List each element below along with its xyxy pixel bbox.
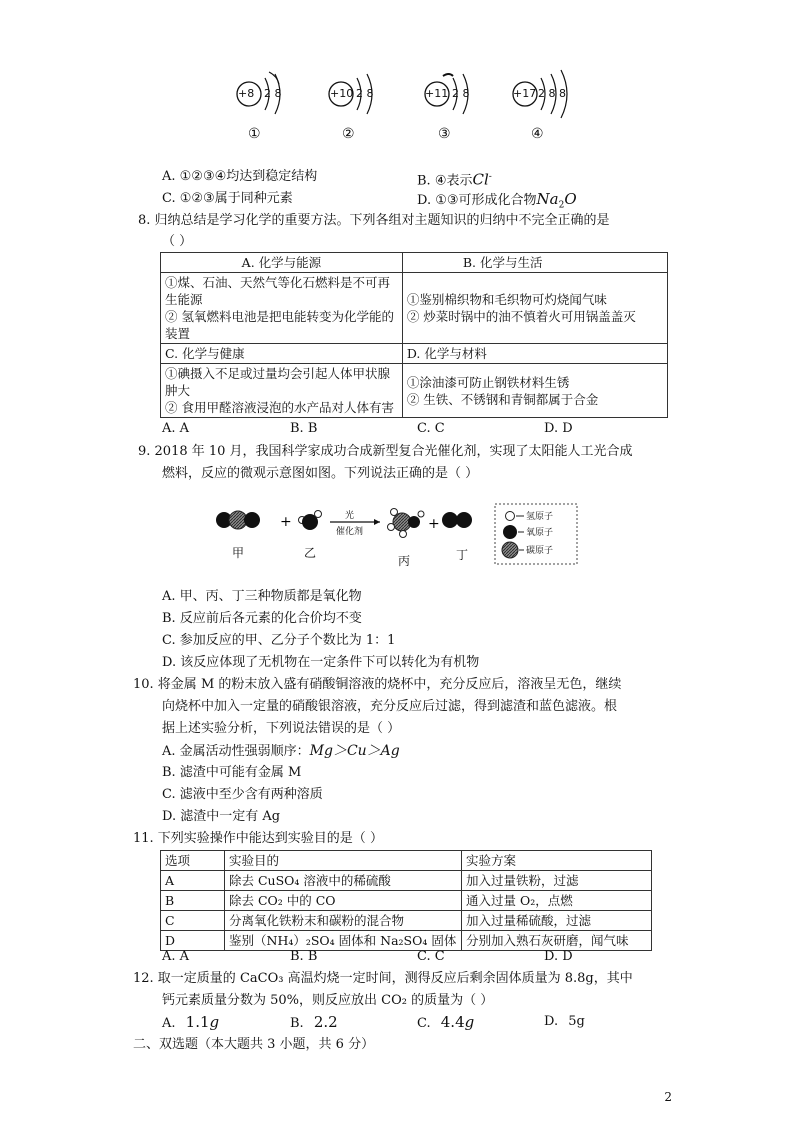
q11-option-c: C. C	[417, 949, 445, 964]
legend-o-label: 氧原子	[526, 528, 554, 538]
q10-stem-2: 向烧杯中加入一定量的硝酸银溶液，充分反应后过滤，得到滤渣和蓝色滤液。根	[162, 699, 618, 714]
q11-option-a: A. A	[162, 949, 190, 964]
page-number: 2	[664, 1090, 672, 1104]
q8-cell-b-head: B. 化学与生活	[402, 253, 667, 273]
q8-a-item-1: ①煤、石油、天然气等化石燃料是不可再生能源	[165, 275, 391, 307]
q12-option-d	[544, 1013, 585, 1031]
q11-row-a-plan: 加入过量铁粉，过滤	[462, 871, 652, 891]
q7-option-b-formula: Cl	[472, 170, 489, 189]
q11-option-d: D. D	[544, 949, 573, 964]
q11-row-b-option: B	[161, 891, 225, 911]
q10-stem-1: 10. 将金属 M 的粉末放入盛有硝酸铜溶液的烧杯中，充分反应后，溶液呈无色，继续	[133, 677, 622, 692]
q7-option-d-formula-sub: 2	[558, 200, 565, 211]
legend-c-label: 碳原子	[526, 546, 554, 556]
q8-c-item-2: ② 食用甲醛溶液浸泡的水产品对人体有害	[165, 400, 394, 415]
q11-row-a-option: A	[161, 871, 225, 891]
q8-cell-a-head: A. 化学与能源	[161, 253, 403, 273]
q7-option-a: A. ①②③④均达到稳定结构	[162, 169, 318, 184]
q12-stem-1: 12. 取一定质量的 CaCO₃ 高温灼烧一定时间，测得反应后剩余固体质量为 8.8g，其中	[133, 971, 633, 986]
q12-option-d-label: D.	[544, 1014, 559, 1029]
q8-cell-d-body	[402, 364, 667, 418]
q12-option-b-value: 2.2	[313, 1013, 338, 1031]
q12-option-c-value: 4.4	[440, 1013, 465, 1031]
atom-4-shells: 2 8 8	[538, 87, 566, 100]
q12-option-a-value: 1.1	[185, 1013, 210, 1031]
q11-table	[160, 850, 652, 951]
q11-row-d-option: D	[161, 931, 225, 951]
q9-option-d: D. 该反应体现了无机物在一定条件下可以转化为有机物	[162, 655, 480, 670]
q11-option-b: B. B	[290, 949, 318, 964]
q10-option-a	[162, 742, 400, 761]
q8-stem-1: 8. 归纳总结是学习化学的重要方法。下列各组对主题知识的归纳中不完全正确的是	[138, 213, 610, 228]
q8-stem-2: （ ）	[162, 234, 193, 249]
q8-cell-c-head: C. 化学与健康	[161, 344, 403, 364]
q7-option-b-sup: -	[488, 172, 492, 182]
legend-c-swatch	[502, 542, 518, 558]
q7-option-b-text: B. ④表示	[417, 173, 473, 189]
q8-d-item-2: ② 生铁、不锈钢和青铜都属于合金	[406, 391, 599, 407]
q11-row-d-purpose: 鉴别（NH₄）₂SO₄ 固体和 Na₂SO₄ 固体	[225, 931, 462, 951]
q9-option-a: A. 甲、丙、丁三种物质都是氧化物	[162, 589, 362, 604]
q9-stem-1: 9. 2018 年 10 月，我国科学家成功合成新型复合光催化剂，实现了太阳能人工光合成	[138, 444, 633, 459]
atom-4-label: ④	[531, 126, 544, 142]
q8-a-item-2: ② 氢氧燃料电池是把电能转变为化学能的装置	[165, 309, 394, 341]
q10-stem-3: 据上述实验分析，下列说法错误的是（ ）	[162, 721, 401, 736]
q10-option-a-formula: Mg＞Cu＞Ag	[309, 743, 400, 759]
q8-b-item-2: ② 炒菜时锅中的油不慎着火可用锅盖盖灭	[406, 309, 636, 324]
q7-option-d-text: D. ①③可形成化合物	[417, 193, 537, 208]
q12-option-c-unit: g	[464, 1013, 475, 1031]
atom-3-nucleus: +11	[425, 87, 449, 100]
q7-option-d	[417, 190, 577, 215]
q7-option-c: C. ①②③属于同种元素	[162, 191, 293, 206]
q11-row-c-purpose: 分离氧化铁粉末和碳粉的混合物	[225, 911, 462, 931]
q10-option-d: D. 滤渣中一定有 Ag	[162, 809, 281, 824]
q12-option-a-label: A.	[162, 1016, 176, 1031]
atom-2-label: ②	[342, 126, 355, 142]
q12-option-b-label: B.	[290, 1016, 304, 1031]
q11-header-row	[161, 851, 652, 871]
q12-stem-2: 钙元素质量分数为 50%，则反应放出 CO₂ 的质量为（ ）	[162, 993, 494, 1008]
atom-1-nucleus: +8	[238, 87, 255, 100]
label-bing: 丙	[398, 554, 411, 568]
q9-stem-2: 燃料，反应的微观示意图如图。下列说法正确的是（ ）	[162, 466, 479, 481]
atom-3-label: ③	[438, 126, 451, 142]
q12-option-c	[417, 1013, 474, 1033]
q11-row-c-plan: 加入过量稀硫酸，过滤	[462, 911, 652, 931]
legend-h-swatch	[506, 512, 515, 521]
q7-option-b	[417, 168, 492, 190]
q8-table	[160, 252, 668, 418]
molecule-ding	[442, 512, 472, 528]
table-row	[161, 911, 652, 931]
table-row	[161, 871, 652, 891]
molecule-bing	[388, 509, 425, 538]
label-light: 光	[345, 511, 355, 521]
q12-option-b	[290, 1013, 338, 1033]
q8-option-a: A. A	[162, 421, 190, 436]
plus-sign-2: +	[428, 516, 440, 532]
q8-cell-b-body	[402, 273, 667, 344]
q8-cell-c-body	[161, 364, 403, 418]
q7-option-d-formula-2: O	[564, 190, 577, 208]
atom-1-label: ①	[248, 126, 261, 142]
q8-option-b: B. B	[290, 421, 318, 436]
q8-d-item-1: ①涂油漆可防止钢铁材料生锈	[406, 374, 570, 390]
plus-sign-1: +	[280, 514, 292, 530]
molecule-yi	[299, 511, 322, 531]
q12-option-a-unit: g	[209, 1013, 220, 1031]
q8-cell-a-body	[161, 273, 403, 344]
label-jia: 甲	[232, 546, 245, 560]
atom-4-nucleus: +17	[513, 87, 537, 100]
q11-row-c-option: C	[161, 911, 225, 931]
atom-3-shells: 2 8	[452, 87, 470, 100]
q11-row-d-plan: 分别加入熟石灰研磨，闻气味	[462, 931, 652, 951]
legend-h-label: 氢原子	[526, 512, 554, 522]
q10-option-c: C. 滤液中至少含有两种溶质	[162, 787, 323, 802]
q12-option-a	[162, 1013, 219, 1033]
q11-header-purpose: 实验目的	[225, 851, 462, 871]
q11-row-b-purpose: 除去 CO₂ 中的 CO	[225, 891, 462, 911]
q11-stem: 11. 下列实验操作中能达到实验目的是（ ）	[133, 831, 383, 846]
q9-option-b: B. 反应前后各元素的化合价均不变	[162, 611, 362, 626]
molecule-jia	[216, 511, 260, 529]
q12-option-d-value: 5g	[568, 1014, 585, 1029]
q11-header-plan: 实验方案	[462, 851, 652, 871]
table-row	[161, 891, 652, 911]
q7-option-d-formula-1: Na	[536, 190, 559, 208]
q8-cell-d-head: D. 化学与材料	[402, 344, 667, 364]
q12-option-c-label: C.	[417, 1016, 431, 1031]
label-ding: 丁	[456, 548, 469, 562]
q8-c-item-1: ①碘摄入不足或过量均会引起人体甲状腺肿大	[165, 366, 391, 398]
q9-option-c: C. 参加反应的甲、乙分子个数比为 1：1	[162, 633, 396, 648]
q11-row-b-plan: 通入过量 O₂，点燃	[462, 891, 652, 911]
section-2-heading: 二、双选题（本大题共 3 小题，共 6 分）	[133, 1037, 375, 1052]
q10-option-a-text: A. 金属活动性强弱顺序：	[162, 744, 310, 759]
q10-option-b: B. 滤渣中可能有金属 M	[162, 765, 302, 780]
legend-o-swatch	[503, 525, 517, 539]
q8-option-c: C. C	[417, 421, 445, 436]
table-row	[161, 931, 652, 951]
atom-2-nucleus: +10	[330, 87, 354, 100]
atom-1-shells: 2 8	[264, 87, 282, 100]
label-catalyst: 催化剂	[336, 527, 364, 537]
q11-row-a-purpose: 除去 CuSO₄ 溶液中的稀硫酸	[225, 871, 462, 891]
q8-option-d: D. D	[544, 421, 573, 436]
label-yi: 乙	[304, 546, 317, 560]
q8-b-item-1: ①鉴别棉织物和毛织物可灼烧闻气味	[406, 292, 607, 307]
atom-2-shells: 2 8	[356, 87, 374, 100]
q11-header-option: 选项	[161, 851, 225, 871]
